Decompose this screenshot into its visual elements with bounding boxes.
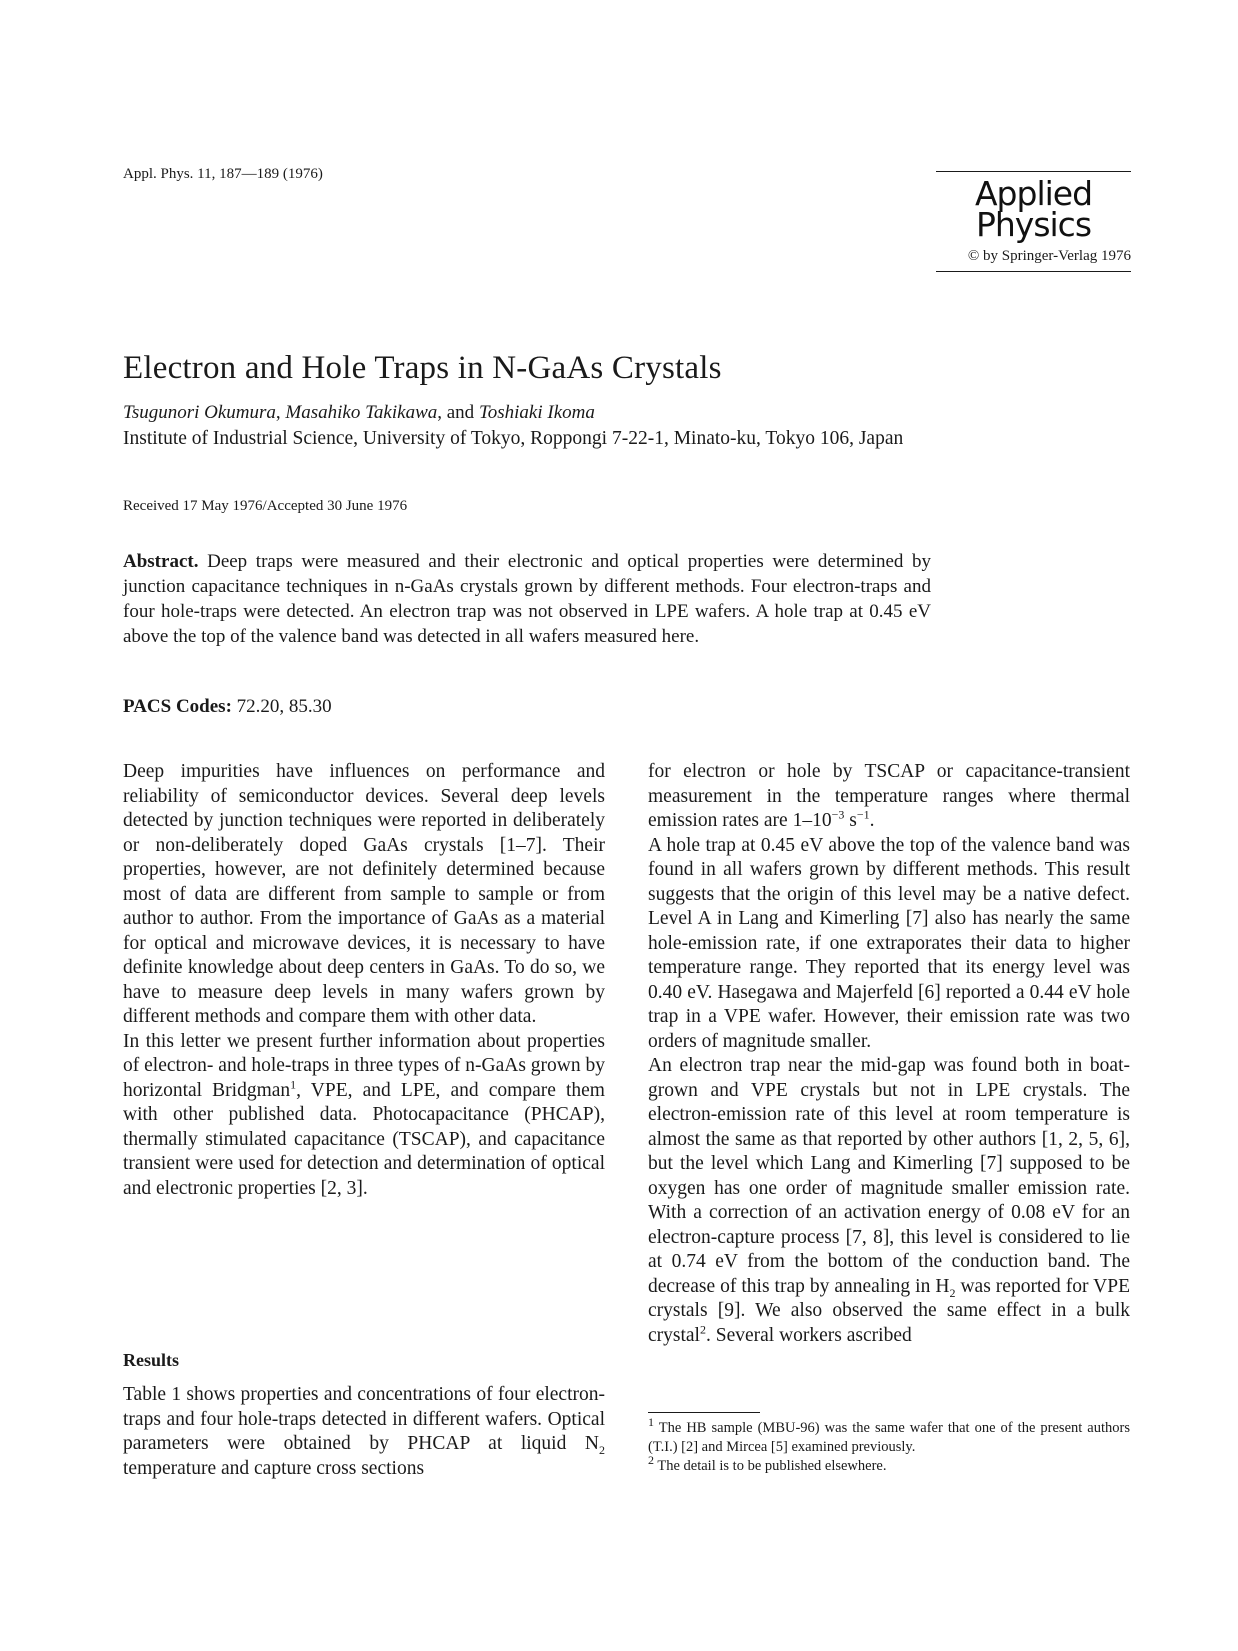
- abstract-text: Deep traps were measured and their electronic and optical properties were determined by junction capacitance techniques in n-GaAs crystals grown by different methods. Four electron-traps and four hole-traps were detected. An electron trap was not observed in LPE wafers. A hole trap at 0.45 eV above the top of the valence band was detected in all wafers measured here.: [123, 551, 932, 647]
- received-date: Received 17 May 1976/Accepted 30 June 1976: [123, 498, 408, 514]
- pacs-values: 72.20, 85.30: [236, 696, 332, 717]
- footnote-2: $^2$ The detail is to be published elsewhere.: [648, 1453, 887, 1474]
- paper-title: Electron and Hole Traps in N-GaAs Crystals: [123, 350, 722, 386]
- author-conjunction: and: [446, 402, 475, 423]
- author-name: Masahiko Takikawa: [285, 402, 438, 423]
- logo-line-1: Applied: [974, 174, 1093, 213]
- author-name: Toshiaki Ikoma: [478, 402, 595, 423]
- section-heading-results: Results: [123, 1350, 180, 1370]
- body-paragraph: Deep impurities have influences on performance and reliability of semiconductor devices. Several deep levels detected by junction techniques were reported in deliberately or non-deliberately doped GaAs crystals [1–7]. Their properties, however, are not definitely determined because most of data are different from sample to sample or from author to author. From the importance of GaAs as a material for optical and microwave devices, it is necessary to have definite knowledge about deep centers in GaAs. To do so, we have to measure deep levels in many wafers grown by different methods and compare them with other data.: [123, 761, 605, 1027]
- body-paragraph: In this letter we present further information about properties of electron- and hole-traps in three types of n-GaAs grown by horizontal Bridgman$^1$, VPE, and LPE, and compare them with other published data. Photocapacitance (PHCAP), thermally stimulated capacitance (TSCAP), and capacitance transient were used for detection and determination of optical and electronic properties [2, 3].: [123, 1030, 605, 1199]
- pacs-codes: [123, 696, 332, 718]
- footnote-divider: [648, 1412, 760, 1413]
- logo-wordmark: [936, 172, 1131, 246]
- results-paragraph: [123, 1383, 605, 1481]
- footnotes: [648, 1415, 1130, 1476]
- abstract-label: Abstract.: [123, 551, 199, 572]
- affiliation: Institute of Industrial Science, University of Tokyo, Roppongi 7-22-1, Minato-ku, Tokyo 106, Japan: [123, 428, 904, 449]
- logo-bottom-rule: [936, 271, 1131, 272]
- body-paragraph: An electron trap near the mid-gap was found both in boat-grown and VPE crystals but not in LPE crystals. The electron-emission rate of this level at room temperature is almost the same as that reported by other authors [1, 2, 5, 6], but the level which Lang and Kimerling [7] supposed to be oxygen has one order of magnitude smaller emission rate. With a correction of an activation energy of 0.08 eV for an electron-capture process [7, 8], this level is considered to lie at 0.74 eV from the bottom of the conduction band. The decrease of this trap by annealing in $H_2$ was reported for VPE crystals [9]. We also observed the same effect in a bulk crystal$^2$. Several workers ascribed: [648, 1055, 1130, 1346]
- body-paragraph: Table 1 shows properties and concentrations of four electron-traps and four hole-traps detected in different wafers. Optical parameters were obtained by PHCAP at liquid $N_2$ temperature and capture cross sections: [123, 1384, 605, 1479]
- body-paragraph: A hole trap at 0.45 eV above the top of the valence band was found in all wafers grown by different methods. This result suggests that the origin of this level may be a native defect. Level A in Lang and Kimerling [7] also has nearly the same hole-emission rate, if one extraporates their data to higher temperature range. They reported that its energy level was 0.40 eV. Hasegawa and Majerfeld [6] reported a 0.44 eV hole trap in a VPE wafer. However, their emission rate was two orders of magnitude smaller.: [648, 834, 1130, 1052]
- logo-copyright: © by Springer-Verlag 1976: [967, 248, 1131, 264]
- footnote-1: $^1$ The HB sample (MBU-96) was the same wafer that one of the present authors (T.I.) [2] and Mircea [5] examined previously.: [648, 1415, 1130, 1455]
- abstract: [123, 549, 931, 649]
- journal-citation: Appl. Phys. 11, 187—189 (1976): [123, 166, 323, 182]
- author-name: Tsugunori Okumura: [123, 402, 276, 423]
- author-list: Tsugunori Okumura, Masahiko Takikawa, and Toshiaki Ikoma: [123, 402, 595, 423]
- body-paragraph: for electron or hole by TSCAP or capacitance-transient measurement in the temperature ranges where thermal emission rates are $1-10^{-3}$ $s^{-1}$.: [648, 761, 1130, 831]
- pacs-label: PACS Codes:: [123, 696, 232, 717]
- right-column: [648, 760, 1130, 1348]
- journal-logo: [936, 171, 1131, 272]
- left-column: [123, 760, 605, 1201]
- logo-line-2: Physics: [975, 205, 1092, 244]
